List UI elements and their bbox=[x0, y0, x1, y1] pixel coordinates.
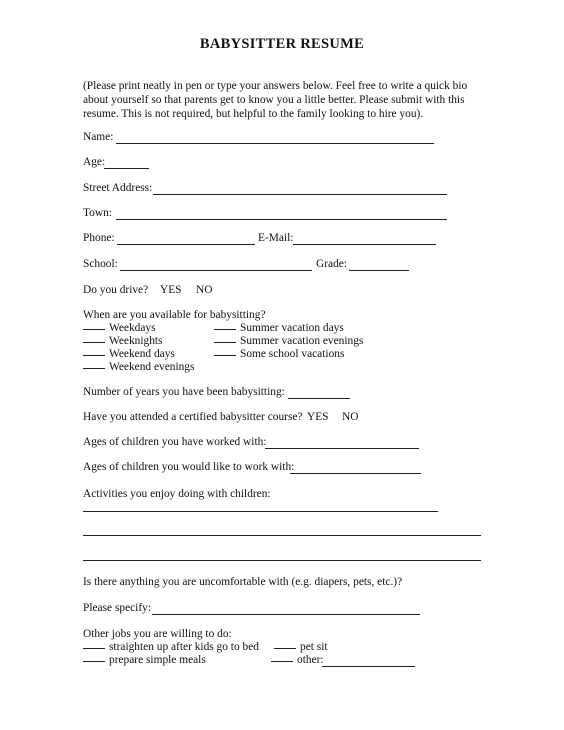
specify-field[interactable] bbox=[152, 614, 420, 615]
email-field[interactable] bbox=[293, 244, 436, 245]
name-label: Name: bbox=[83, 131, 114, 143]
street-address-field[interactable] bbox=[153, 194, 447, 195]
grade-label: Grade: bbox=[316, 258, 347, 270]
town-field[interactable] bbox=[116, 219, 447, 220]
drive-no-option[interactable]: NO bbox=[196, 284, 213, 296]
availability-option-school-vacations[interactable] bbox=[214, 348, 344, 361]
availability-checkline[interactable] bbox=[214, 342, 236, 343]
availability-option-summer-days[interactable] bbox=[214, 322, 344, 335]
availability-option-weekend-days[interactable] bbox=[83, 348, 175, 361]
availability-option-label: Summer vacation evenings bbox=[240, 335, 364, 347]
ages-worked-label: Ages of children you have worked with: bbox=[83, 436, 267, 448]
other-job-checkline[interactable] bbox=[274, 648, 296, 649]
grade-field[interactable] bbox=[349, 270, 409, 271]
availability-checkline[interactable] bbox=[214, 329, 236, 330]
uncomfortable-question: Is there anything you are uncomfortable with (e.g. diapers, pets, etc.)? bbox=[83, 576, 403, 588]
school-label: School: bbox=[83, 258, 118, 270]
other-job-checkline[interactable] bbox=[83, 661, 105, 662]
other-job-simple-meals[interactable] bbox=[83, 654, 206, 667]
years-label: Number of years you have been babysitting: bbox=[83, 386, 285, 398]
availability-checkline[interactable] bbox=[83, 329, 105, 330]
availability-option-label: Some school vacations bbox=[240, 348, 345, 360]
activities-label: Activities you enjoy doing with children: bbox=[83, 488, 271, 500]
course-yes-option[interactable]: YES bbox=[307, 411, 329, 423]
other-job-pet-sit[interactable] bbox=[274, 641, 328, 654]
course-question: Have you attended a certified babysitter course? bbox=[83, 411, 303, 423]
availability-checkline[interactable] bbox=[83, 355, 105, 356]
availability-option-summer-evenings[interactable] bbox=[214, 335, 363, 348]
school-field[interactable] bbox=[120, 270, 312, 271]
availability-checkline[interactable] bbox=[83, 368, 105, 369]
availability-option-label: Summer vacation days bbox=[240, 322, 344, 334]
other-job-label: other: bbox=[297, 654, 324, 666]
availability-option-weeknights[interactable] bbox=[83, 335, 163, 348]
availability-option-label: Weeknights bbox=[109, 335, 163, 347]
other-job-straighten-up[interactable] bbox=[83, 641, 259, 654]
years-field[interactable] bbox=[288, 398, 350, 399]
drive-yes-option[interactable]: YES bbox=[160, 284, 182, 296]
intro-line-1: (Please print neatly in pen or type your answers below. Feel free to write a quick bio bbox=[83, 80, 468, 92]
other-job-checkline[interactable] bbox=[271, 661, 293, 662]
specify-label: Please specify: bbox=[83, 602, 152, 614]
ages-worked-field[interactable] bbox=[265, 448, 419, 449]
availability-checkline[interactable] bbox=[83, 342, 105, 343]
drive-question: Do you drive? bbox=[83, 284, 149, 296]
activities-field-line-1[interactable] bbox=[83, 511, 438, 512]
other-job-label: straighten up after kids go to bed bbox=[109, 641, 259, 653]
document-title: BABYSITTER RESUME bbox=[199, 36, 365, 52]
availability-option-label: Weekend days bbox=[109, 348, 175, 360]
age-field[interactable] bbox=[104, 168, 149, 169]
other-jobs-question: Other jobs you are willing to do: bbox=[83, 628, 232, 640]
availability-option-weekend-evenings[interactable] bbox=[83, 361, 194, 374]
other-job-label: prepare simple meals bbox=[109, 654, 206, 666]
ages-like-field[interactable] bbox=[290, 473, 421, 474]
availability-question: When are you available for babysitting? bbox=[83, 309, 266, 321]
street-address-label: Street Address: bbox=[83, 182, 153, 194]
intro-line-3: resume. This is not required, but helpful to the family looking to hire you). bbox=[83, 108, 424, 120]
email-label: E-Mail: bbox=[258, 232, 294, 244]
availability-option-label: Weekend evenings bbox=[109, 361, 195, 373]
intro-line-2: about yourself so that parents get to know you a little better. Please submit with this bbox=[83, 94, 465, 106]
phone-label: Phone: bbox=[83, 232, 115, 244]
availability-option-weekdays[interactable] bbox=[83, 322, 156, 335]
course-no-option[interactable]: NO bbox=[342, 411, 359, 423]
other-job-label: pet sit bbox=[300, 641, 328, 653]
availability-option-label: Weekdays bbox=[109, 322, 156, 334]
age-label: Age: bbox=[83, 156, 106, 168]
phone-field[interactable] bbox=[117, 244, 255, 245]
other-job-other[interactable] bbox=[271, 654, 324, 667]
town-label: Town: bbox=[83, 207, 112, 219]
activities-field-line-3[interactable] bbox=[83, 560, 481, 561]
name-field[interactable] bbox=[116, 143, 434, 144]
activities-field-line-2[interactable] bbox=[83, 535, 481, 536]
ages-like-label: Ages of children you would like to work with: bbox=[83, 461, 295, 473]
availability-checkline[interactable] bbox=[214, 355, 236, 356]
other-job-other-field[interactable] bbox=[322, 666, 415, 667]
other-job-checkline[interactable] bbox=[83, 648, 105, 649]
